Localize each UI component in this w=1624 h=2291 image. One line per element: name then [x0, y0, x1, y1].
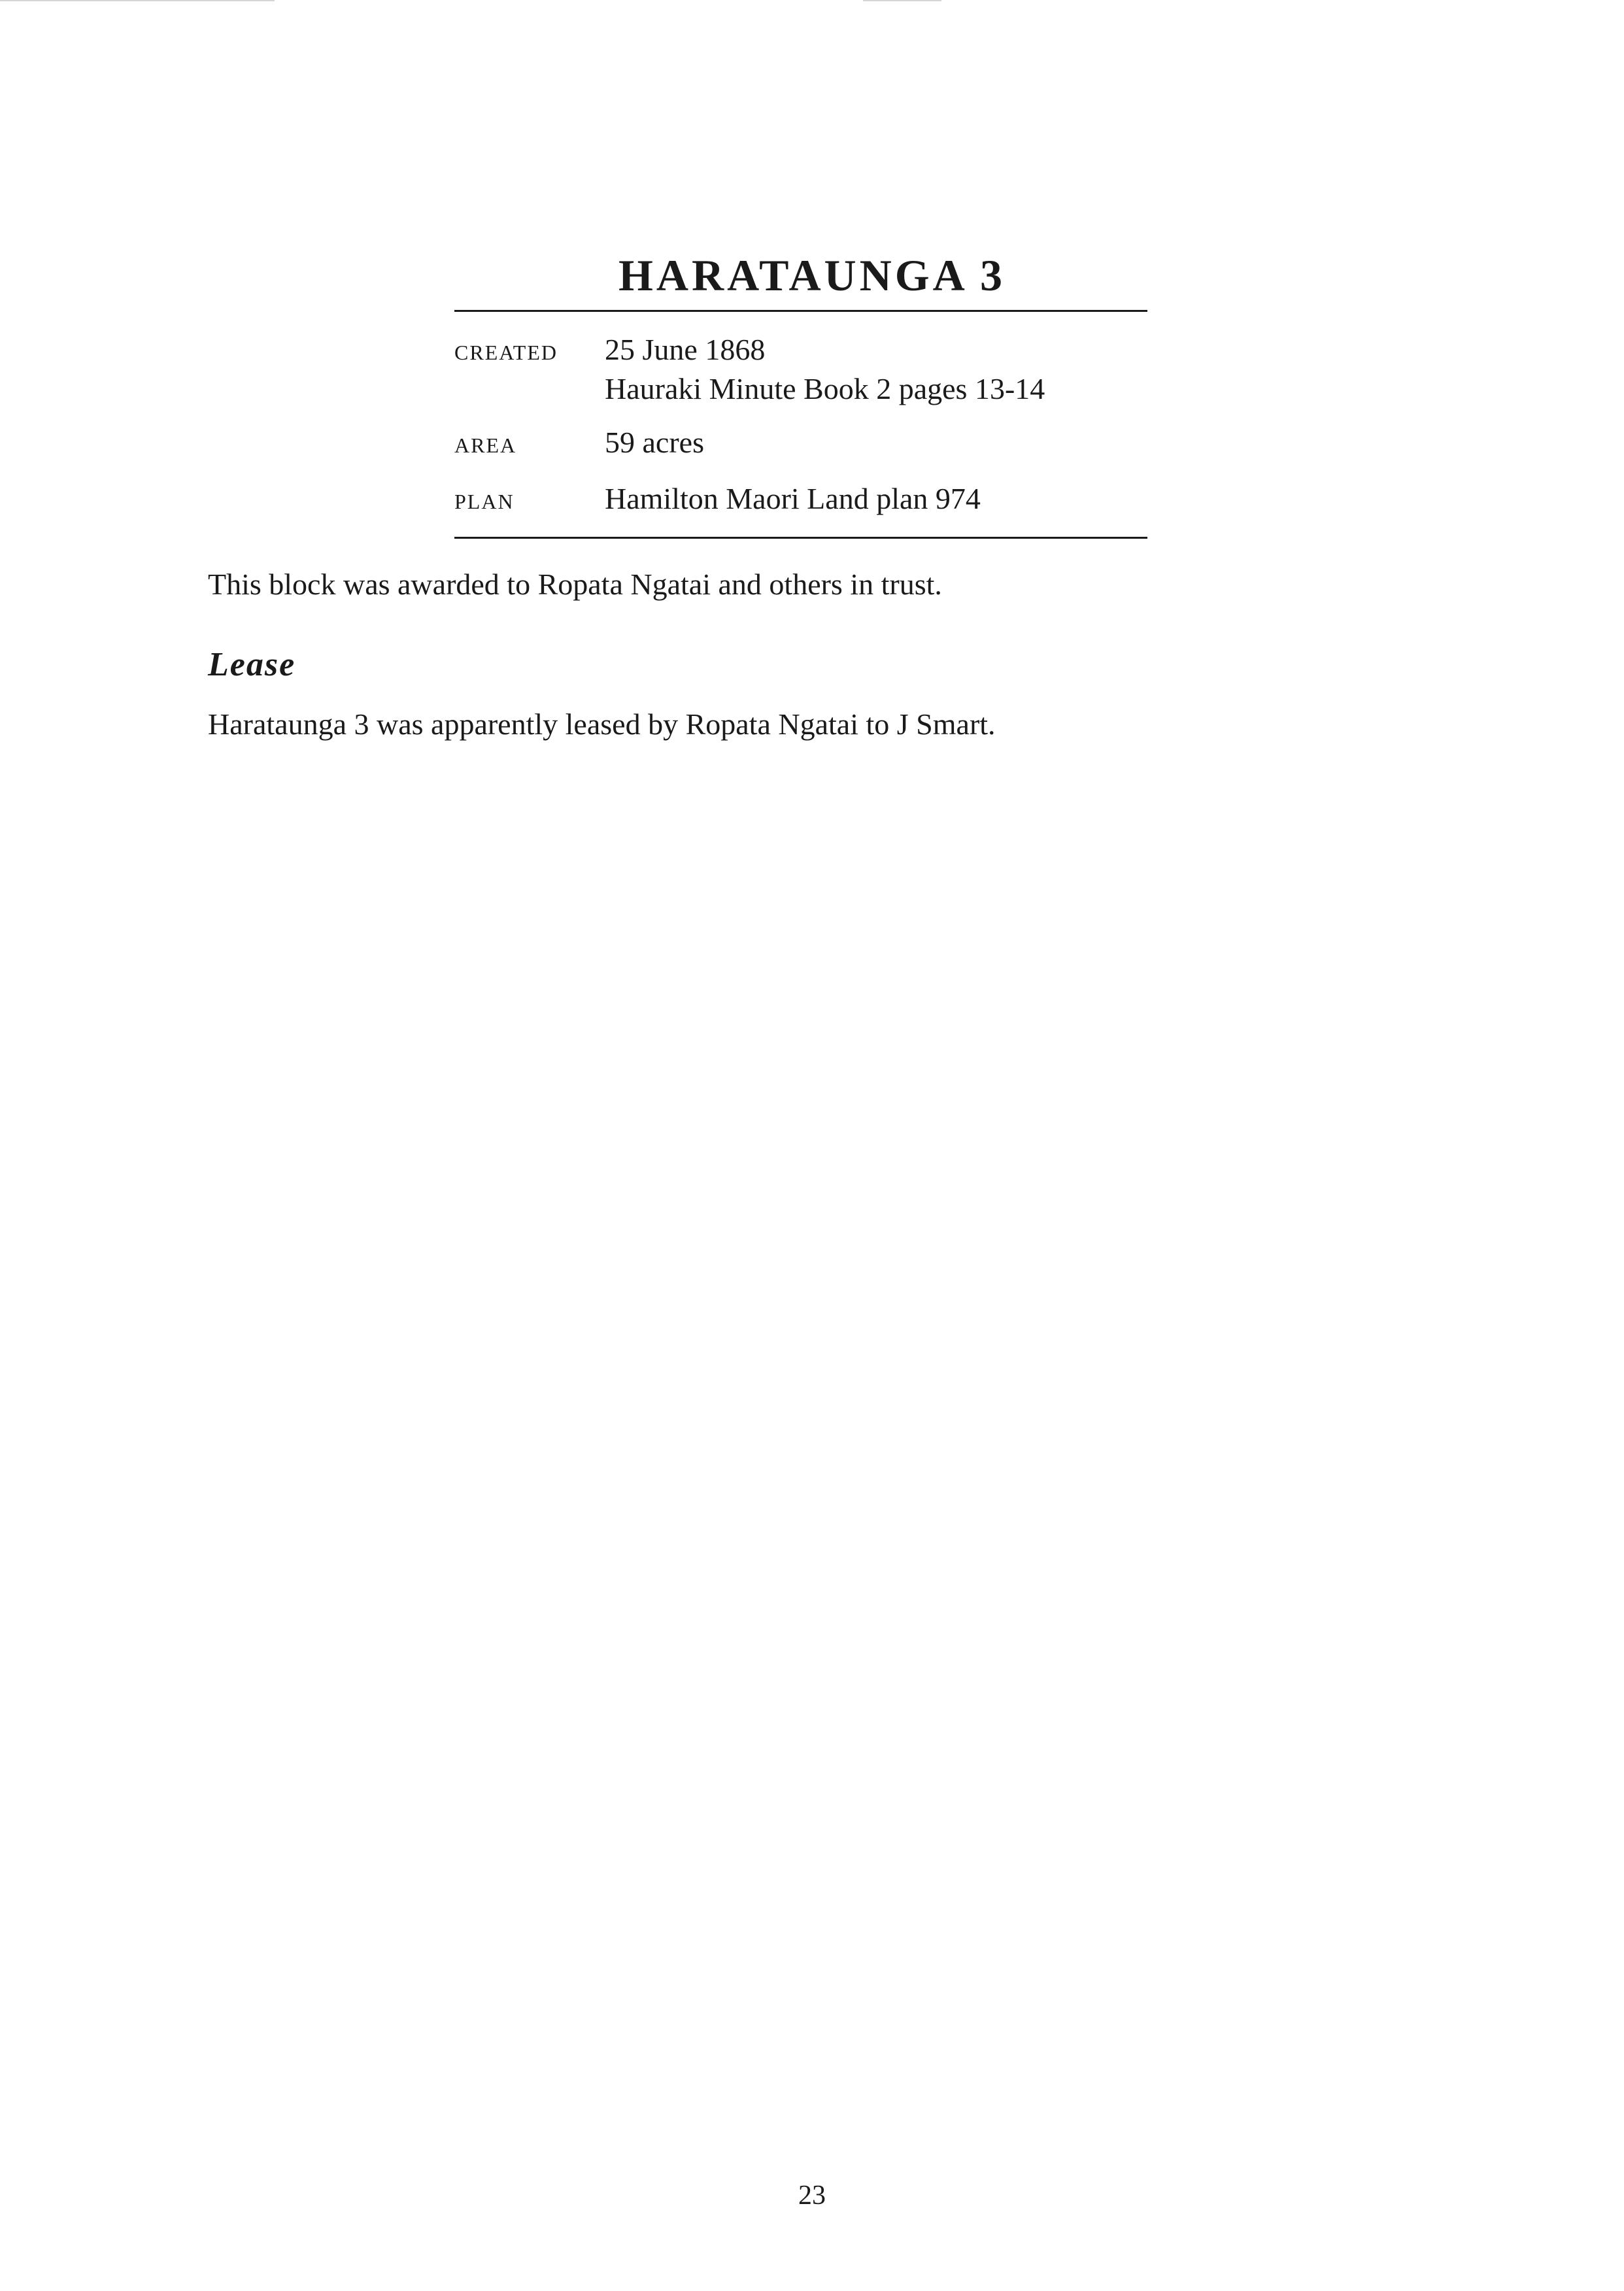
created-source: Hauraki Minute Book 2 pages 13-14 — [605, 372, 1045, 405]
page-number: 23 — [798, 2181, 826, 2211]
info-row-plan — [454, 479, 1147, 521]
plan-label: PLAN — [454, 490, 515, 513]
plan-value: Hamilton Maori Land plan 974 — [605, 482, 981, 515]
info-row-area — [454, 423, 1147, 465]
area-value: 59 acres — [605, 426, 704, 459]
created-values — [605, 330, 1147, 409]
block-info-table — [454, 310, 1147, 539]
paragraph-award: This block was awarded to Ropata Ngatai and others in trust. — [208, 568, 942, 601]
paragraph-lease: Harataunga 3 was apparently leased by Ropata Ngatai to J Smart. — [208, 707, 996, 741]
info-row-created — [454, 330, 1147, 409]
plan-values — [605, 479, 1147, 518]
area-values — [605, 423, 1147, 462]
scan-artifact-top-right — [863, 0, 941, 1]
area-label: AREA — [454, 433, 517, 457]
created-label: CREATED — [454, 341, 558, 364]
section-heading-lease: Lease — [208, 646, 296, 683]
created-date: 25 June 1868 — [605, 333, 766, 366]
scan-artifact-top-left — [0, 0, 275, 1]
page-title: HARATAUNGA 3 — [618, 250, 1006, 300]
